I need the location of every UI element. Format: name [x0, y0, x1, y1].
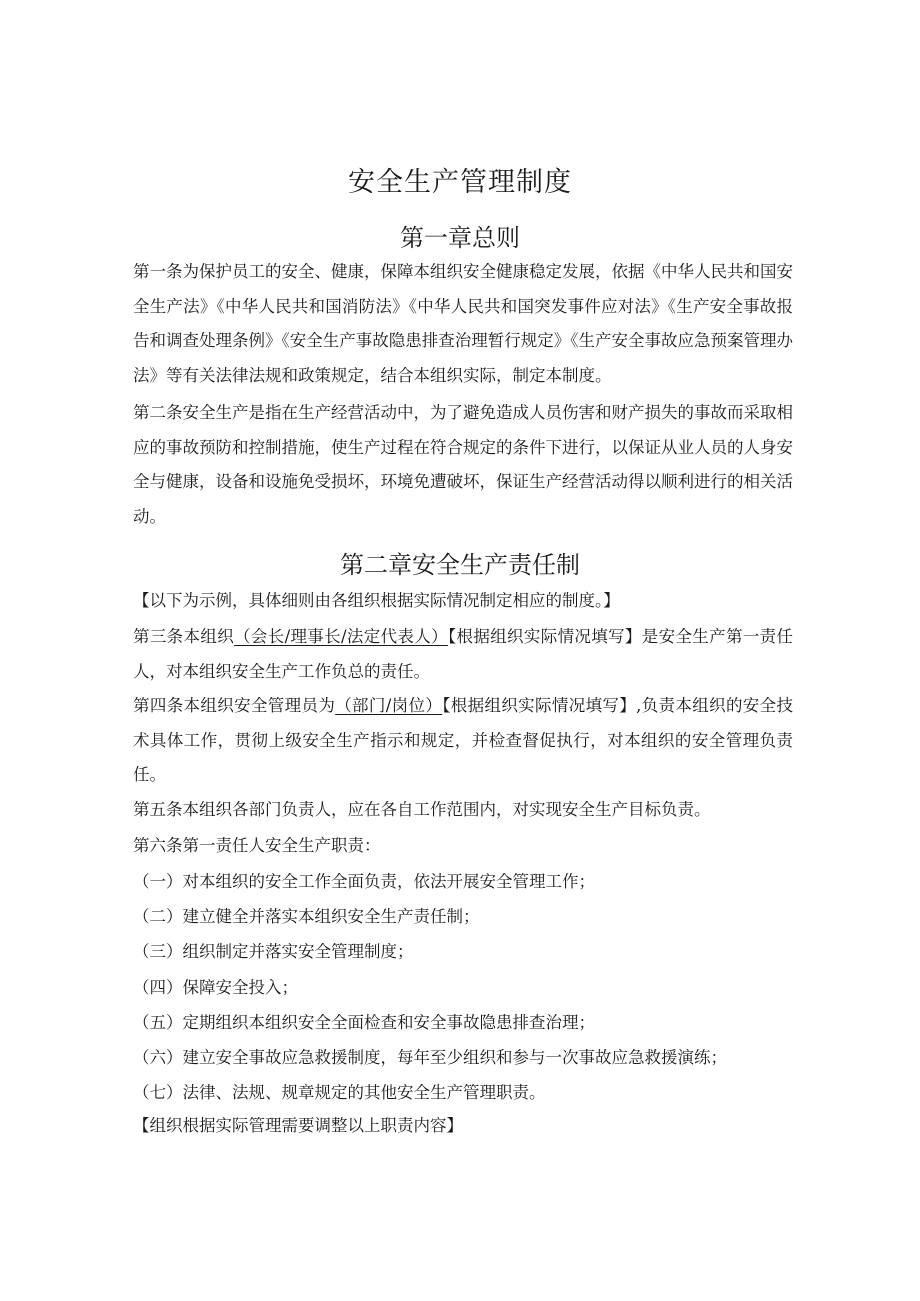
duty-item: （四）保障安全投入； — [133, 978, 298, 997]
chapter-1-heading: 第一章总则 — [400, 224, 520, 252]
chapter-2-heading: 第二章安全生产责任制 — [340, 551, 580, 579]
duty-item: （一）对本组织的安全工作全面负责，依法开展安全管理工作； — [133, 872, 595, 891]
duty-item: （六）建立安全事故应急救援制度，每年至少组织和参与一次事故应急救援演练； — [133, 1048, 727, 1067]
article-3-lead: 第三条本组织 — [133, 627, 235, 646]
duty-item: （五）定期组织本组织安全全面检查和安全事故隐患排查治理； — [133, 1013, 595, 1032]
article-4-body: 【根据组织实际情况填写】,负责本组织的安全技术具体工作，贯彻上级安全生产指示和规定，并检查督促执行，对本组织的安全管理负责任。 — [133, 696, 793, 785]
example-note: 【以下为示例，具体细则由各组织根据实际情况制定相应的制度。】 — [133, 591, 620, 610]
duty-item: （七）法律、法规、规章规定的其他安全生产管理职责。 — [133, 1083, 546, 1102]
article-4 — [133, 689, 793, 793]
article-4-lead: 第四条本组织安全管理员为 — [133, 696, 336, 715]
article-2: 第二条安全生产是指在生产经营活动中，为了避免造成人员伤害和财产损失的事故而采取相应的事故预防和控制措施，使生产过程在符合规定的条件下进行，以保证从业人员的人身安全与健康，设备和设施免受损坏，环境免遭破坏，保证生产经营活动得以顺利进行的相关活动。 — [133, 403, 793, 526]
article-3-role-placeholder: （会长/理事长/法定代表人） — [234, 627, 448, 646]
duty-item: （三）组织制定并落实安全管理制度； — [133, 942, 414, 961]
document-title: 安全生产管理制度 — [348, 167, 572, 198]
article-5: 第五条本组织各部门负责人，应在各自工作范围内，对实现安全生产目标负责。 — [133, 800, 711, 819]
duty-item: （二）建立健全并落实本组织安全生产责任制； — [133, 907, 480, 926]
article-1: 第一条为保护员工的安全、健康，保障本组织安全健康稳定发展，依据《中华人民共和国安全生产法》《中华人民共和国消防法》《中华人民共和国突发事件应对法》《生产安全事故报告和调查处理条例》《安全生产事故隐患排查治理暂行规定》《生产安全事故应急预案管理办法》等有关法律法规和政策规定，结合本组织实际，制定本制度。 — [133, 262, 793, 385]
article-6: 第六条第一责任人安全生产职责： — [133, 836, 381, 855]
article-3-body: 【根据组织实际情况填写】是安全生产第一责任人，对本组织安全生产工作负总的责任。 — [133, 627, 794, 681]
adjust-note: 【组织根据实际管理需要调整以上职责内容】 — [133, 1116, 463, 1135]
article-4-dept-placeholder: （部门/岗位） — [335, 696, 443, 715]
article-3 — [133, 620, 793, 689]
